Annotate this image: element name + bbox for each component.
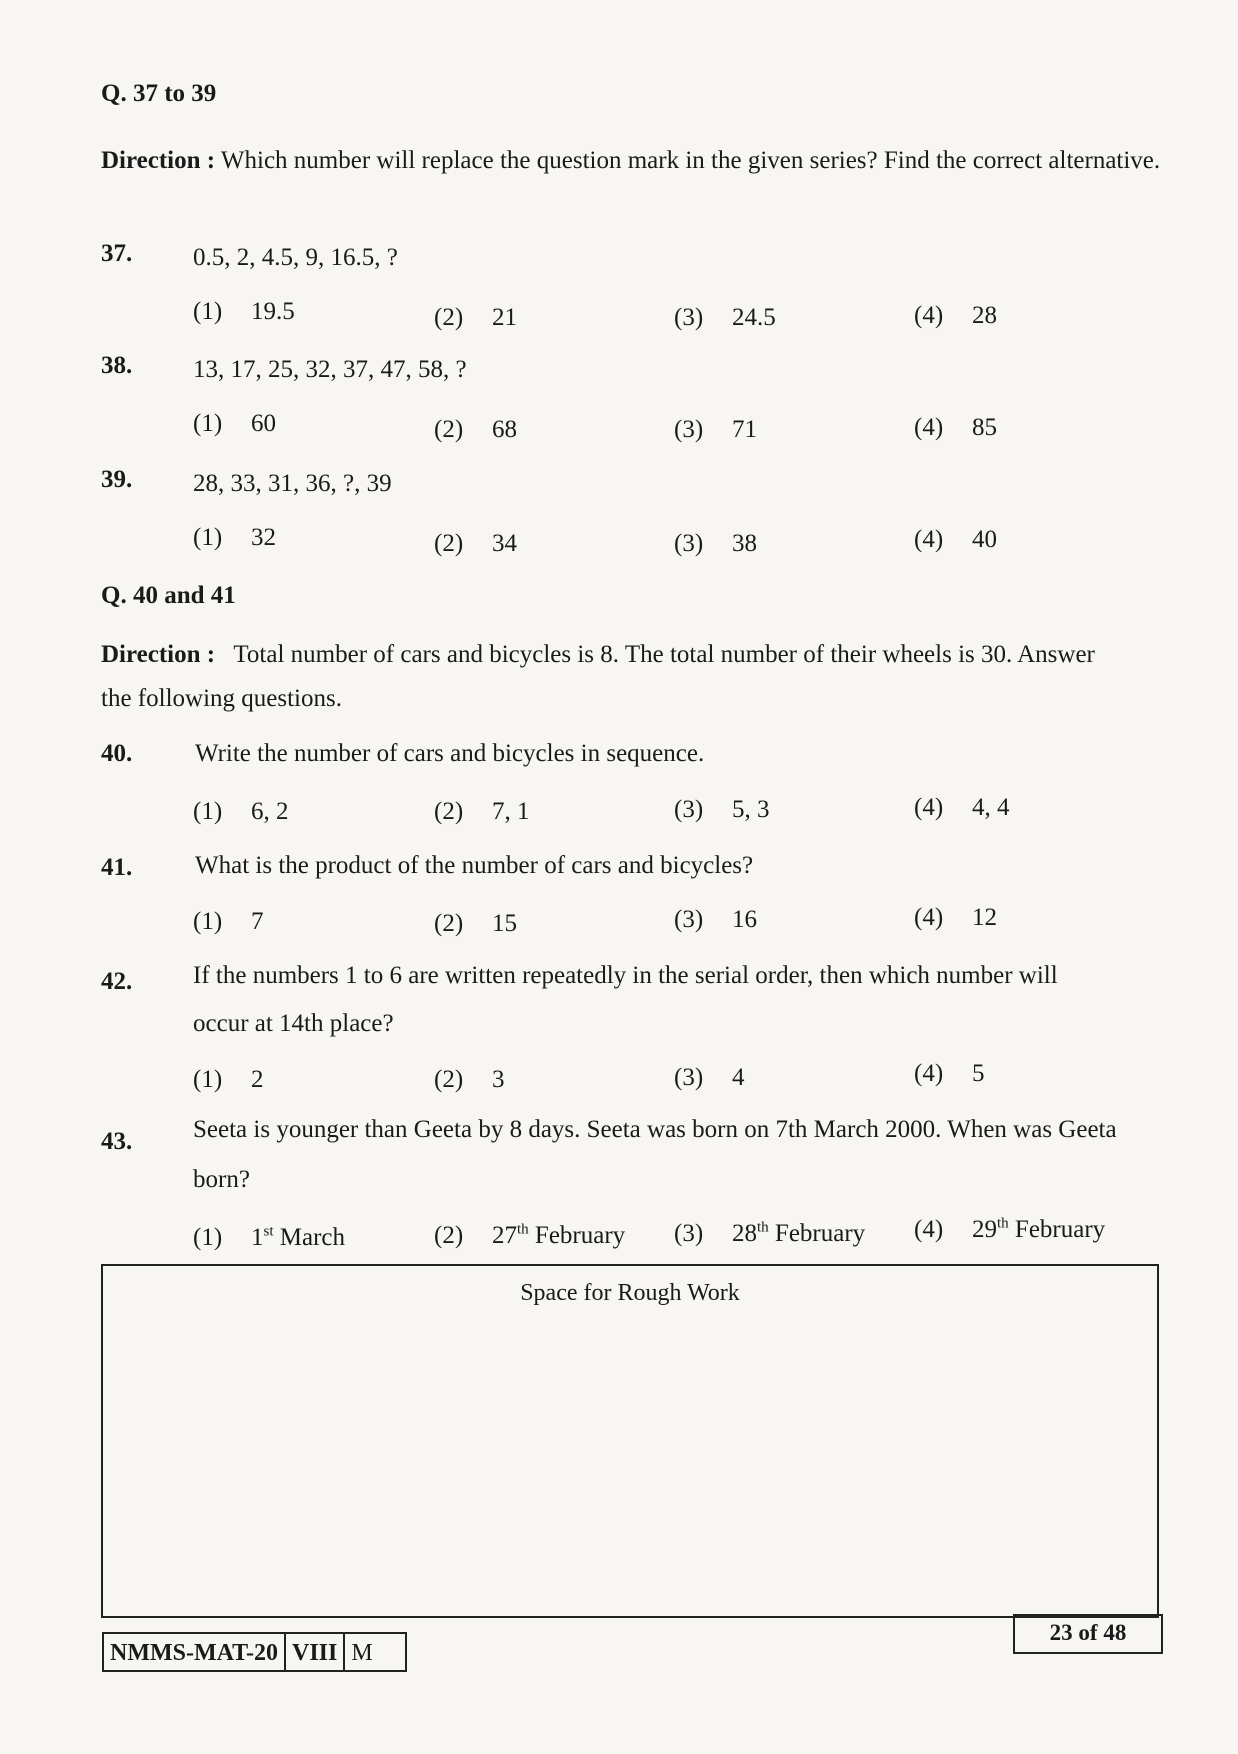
option-1: (1) 60 <box>193 410 276 437</box>
option-1: (1) 6, 2 <box>193 798 289 825</box>
question-text: 28, 33, 31, 36, ?, 39 <box>193 470 392 497</box>
question-text: 13, 17, 25, 32, 37, 47, 58, ? <box>193 356 467 383</box>
option-3: (3) 16 <box>674 906 757 933</box>
option-2: (2) 68 <box>434 416 517 443</box>
option-1: (1) 1st March <box>193 1223 346 1251</box>
option-4: (4) 5 <box>914 1060 985 1087</box>
section-heading-37-39: Q. 37 to 39 <box>101 80 217 107</box>
question-number: 38. <box>101 352 133 379</box>
option-4: (4) 28 <box>914 302 997 329</box>
question-text-line2: occur at 14th place? <box>193 1010 394 1037</box>
question-number: 43. <box>101 1128 133 1155</box>
option-1: (1) 19.5 <box>193 298 295 325</box>
direction-label: Direction : <box>101 147 216 174</box>
option-4: (4) 12 <box>914 904 997 931</box>
option-1: (1) 32 <box>193 524 276 551</box>
question-number: 37. <box>101 240 133 267</box>
question-text-line1: If the numbers 1 to 6 are written repeatedly in the serial order, then which number will <box>193 962 1058 989</box>
option-3: (3) 4 <box>674 1064 745 1091</box>
section-heading-40-41: Q. 40 and 41 <box>101 582 236 609</box>
option-2: (2) 3 <box>434 1066 505 1093</box>
question-text: What is the product of the number of cars and bicycles? <box>195 852 754 879</box>
option-4: (4) 4, 4 <box>914 794 1010 821</box>
direction-text-line2: the following questions. <box>101 685 342 712</box>
direction-label: Direction : <box>101 641 216 668</box>
question-number: 41. <box>101 854 133 881</box>
paper-code: NMMS-MAT-20 <box>104 1634 286 1670</box>
option-2: (2) 27th February <box>434 1221 626 1249</box>
option-2: (2) 21 <box>434 304 517 331</box>
question-text-line1: Seeta is younger than Geeta by 8 days. Seeta was born on 7th March 2000. When was Geeta <box>193 1116 1117 1143</box>
option-3: (3) 24.5 <box>674 304 776 331</box>
option-4: (4) 85 <box>914 414 997 441</box>
option-2: (2) 15 <box>434 910 517 937</box>
question-number: 39. <box>101 466 133 493</box>
option-2: (2) 7, 1 <box>434 798 530 825</box>
paper-class: VIII <box>286 1634 345 1670</box>
paper-code-box <box>102 1632 407 1672</box>
option-3: (3) 71 <box>674 416 757 443</box>
option-1: (1) 2 <box>193 1066 264 1093</box>
option-2: (2) 34 <box>434 530 517 557</box>
option-4: (4) 40 <box>914 526 997 553</box>
direction-2 <box>101 634 1095 676</box>
option-4: (4) 29th February <box>914 1215 1106 1243</box>
question-number: 42. <box>101 968 133 995</box>
paper-medium: M <box>351 1640 373 1666</box>
direction-1 <box>101 140 1161 182</box>
question-text-line2: born? <box>193 1166 250 1193</box>
option-3: (3) 5, 3 <box>674 796 770 823</box>
question-text: Write the number of cars and bicycles in sequence. <box>195 740 705 767</box>
question-number: 40. <box>101 740 133 767</box>
rough-work-box <box>101 1264 1159 1618</box>
option-3: (3) 38 <box>674 530 757 557</box>
rough-work-title: Space for Rough Work <box>520 1280 740 1306</box>
question-text: 0.5, 2, 4.5, 9, 16.5, ? <box>193 244 398 271</box>
direction-text: Which number will replace the question mark in the given series? Find the correct alternative. <box>220 147 1161 174</box>
direction-text-line1: Total number of cars and bicycles is 8. The total number of their wheels is 30. Answer <box>233 641 1095 668</box>
page-number: 23 of 48 <box>1013 1614 1163 1654</box>
option-3: (3) 28th February <box>674 1219 866 1247</box>
option-1: (1) 7 <box>193 908 264 935</box>
